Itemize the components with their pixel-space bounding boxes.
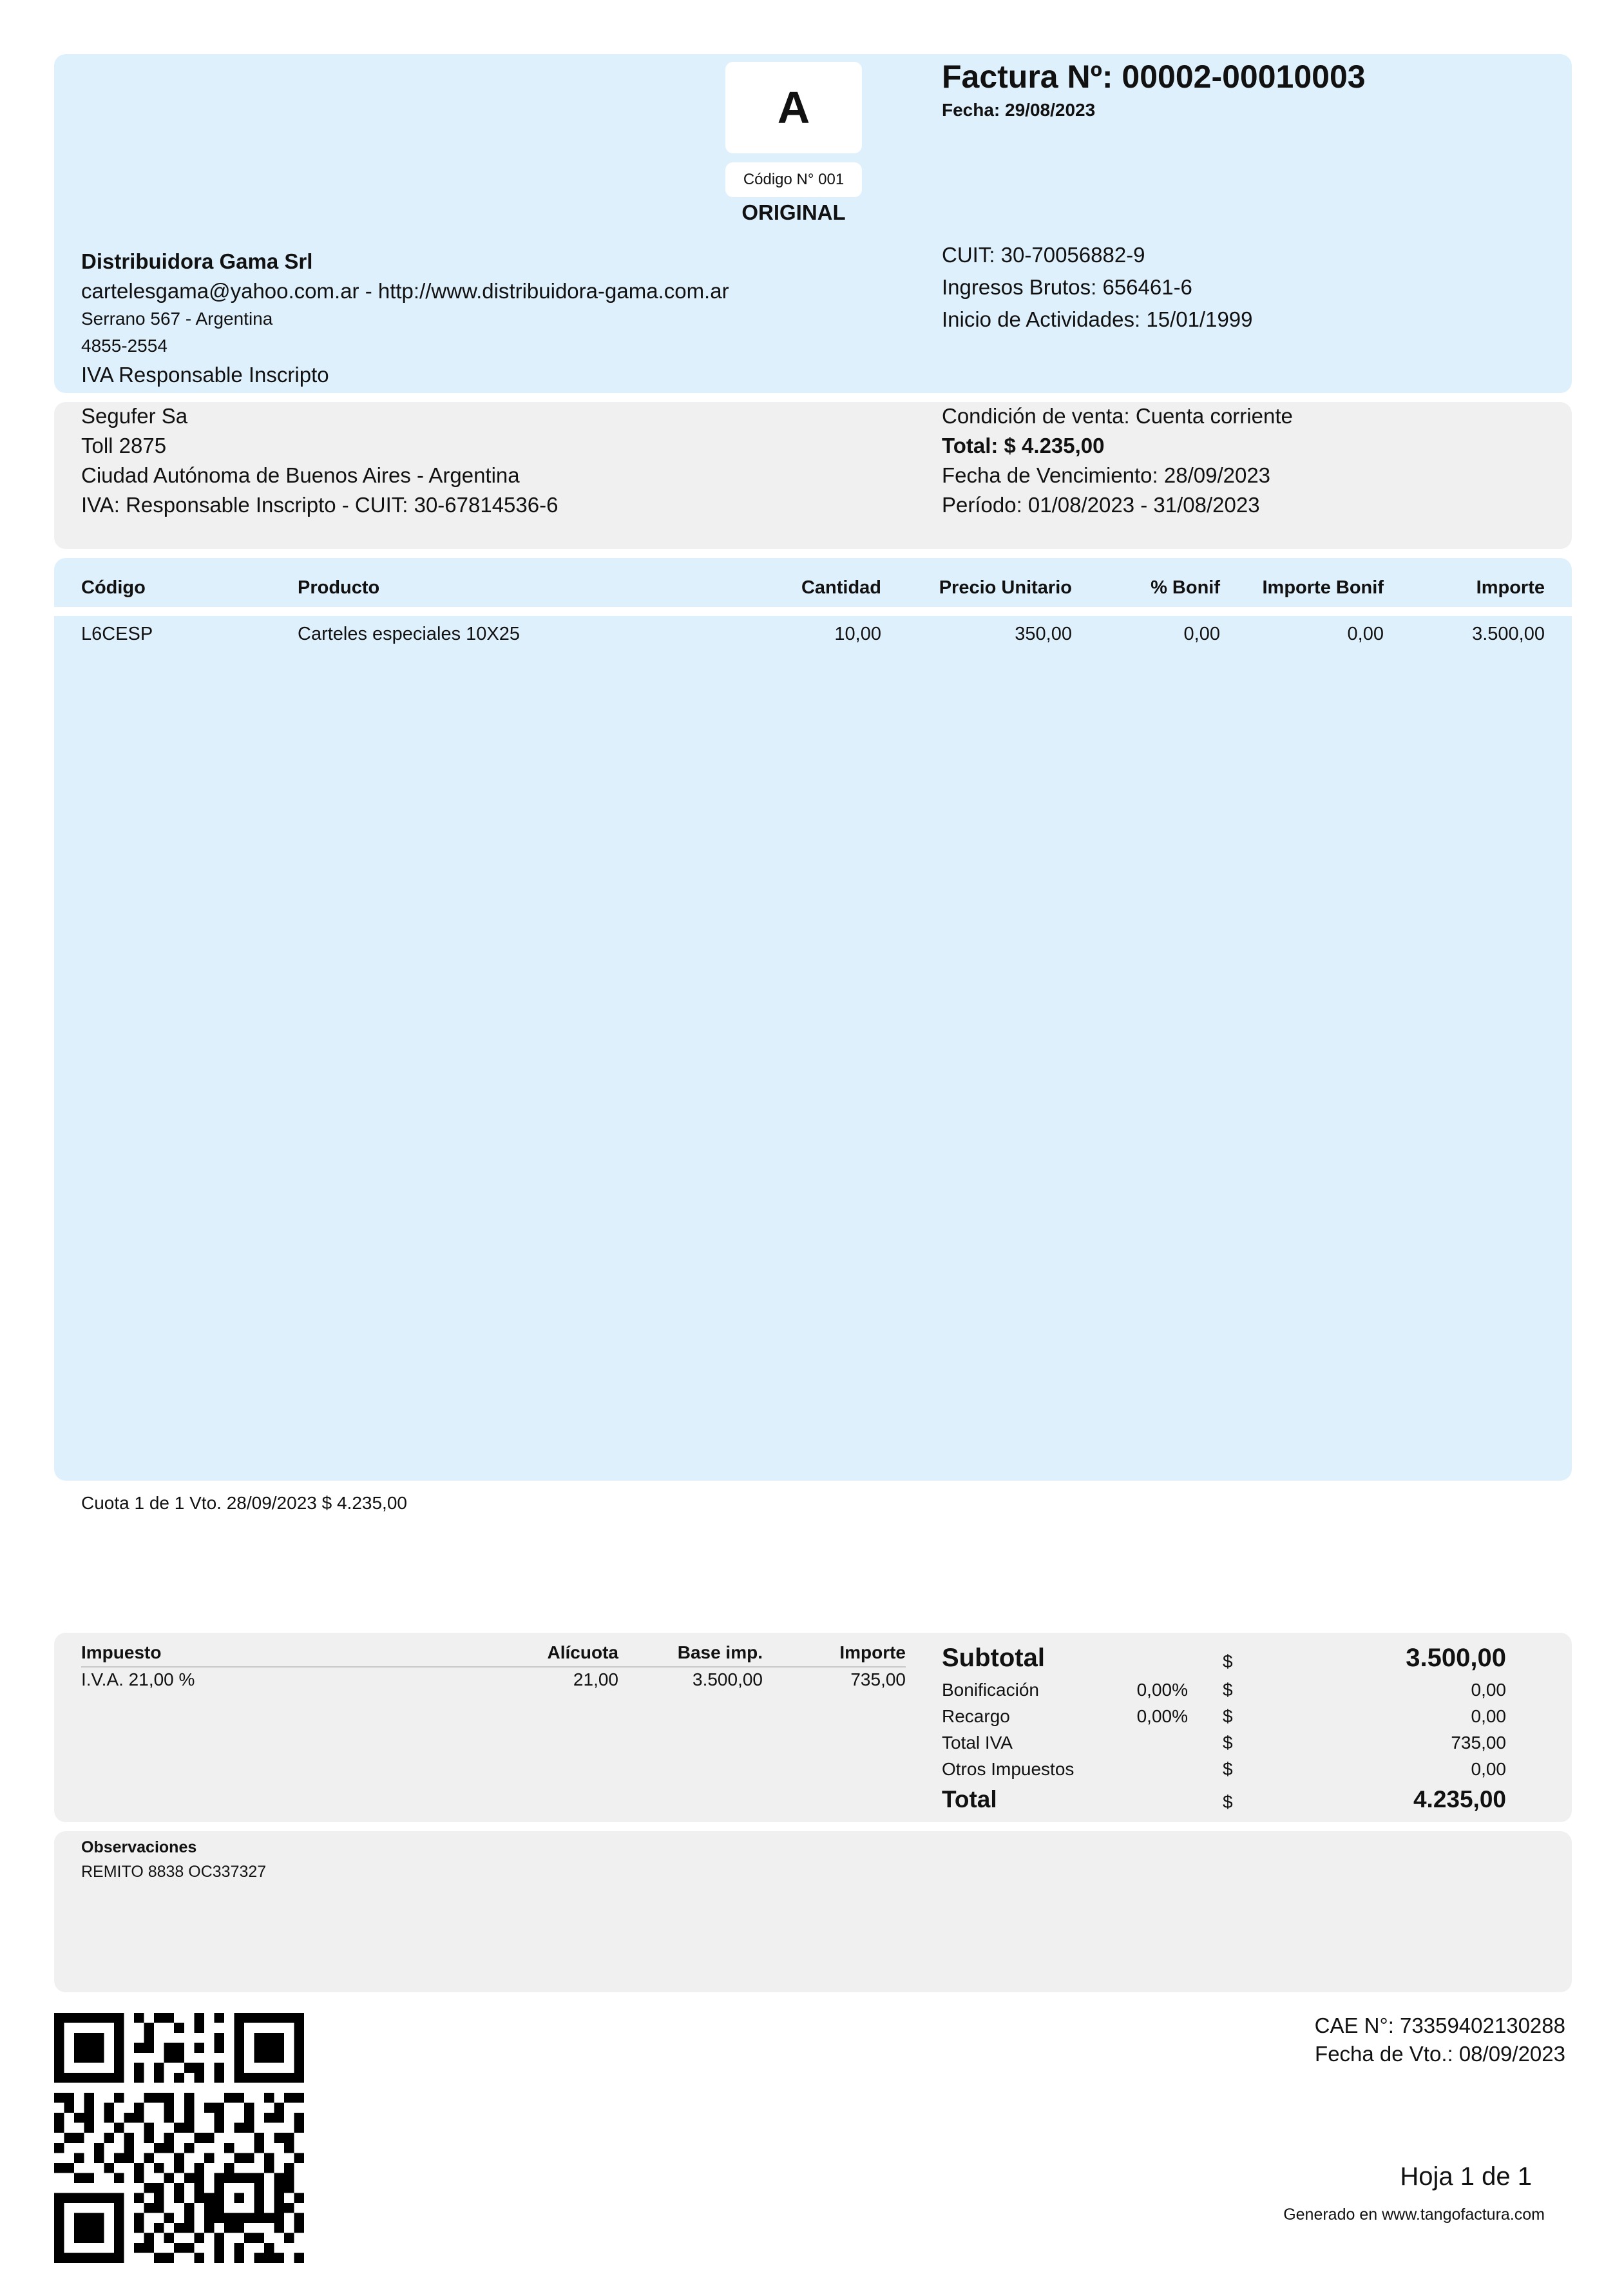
invoice-date: Fecha: 29/08/2023: [942, 100, 1096, 120]
issuer-start-date: Inicio de Actividades: 15/01/1999: [942, 307, 1253, 331]
bonificacion-value: 0,00: [1471, 1680, 1506, 1700]
cell-producto: Carteles especiales 10X25: [298, 624, 520, 644]
client-street: Toll 2875: [81, 434, 167, 457]
total-iva-label: Total IVA: [942, 1733, 1013, 1753]
bonificacion-label: Bonificación: [942, 1680, 1039, 1700]
tax-cell-importe: 735,00: [850, 1669, 906, 1689]
total-iva-value: 735,00: [1451, 1733, 1506, 1753]
tax-header-base: Base imp.: [677, 1642, 763, 1662]
installment-note: Cuota 1 de 1 Vto. 28/09/2023 $ 4.235,00: [81, 1493, 407, 1513]
due-date: Fecha de Vencimiento: 28/09/2023: [942, 463, 1271, 487]
issuer-iva: IVA Responsable Inscripto: [81, 363, 329, 387]
subtotal-currency: $: [1223, 1651, 1233, 1671]
billing-period: Período: 01/08/2023 - 31/08/2023: [942, 493, 1260, 517]
col-header-codigo: Código: [81, 577, 146, 598]
col-header-precio: Precio Unitario: [939, 577, 1072, 598]
generated-by: Generado en www.tangofactura.com: [1283, 2206, 1545, 2224]
observations-panel: [54, 1831, 1572, 1992]
tax-cell-base: 3.500,00: [693, 1669, 763, 1689]
tax-cell-impuesto: I.V.A. 21,00 %: [81, 1669, 195, 1689]
qr-code: [54, 2013, 304, 2263]
total-currency: $: [1223, 1792, 1233, 1812]
recargo-label: Recargo: [942, 1706, 1010, 1726]
issuer-address: Serrano 567 - Argentina: [81, 309, 273, 329]
cell-importe: 3.500,00: [1472, 624, 1545, 644]
items-panel: [54, 558, 1572, 1481]
client-iva: IVA: Responsable Inscripto - CUIT: 30-67814536-6: [81, 493, 559, 517]
cell-precio: 350,00: [1015, 624, 1072, 644]
issuer-cuit: CUIT: 30-70056882-9: [942, 243, 1145, 267]
tax-cell-alicuota: 21,00: [573, 1669, 618, 1689]
subtotal-label: Subtotal: [942, 1644, 1045, 1672]
cell-cantidad: 10,00: [834, 624, 881, 644]
otros-impuestos-label: Otros Impuestos: [942, 1759, 1075, 1779]
observations-text: REMITO 8838 OC337327: [81, 1863, 267, 1881]
recargo-currency: $: [1223, 1706, 1233, 1726]
subtotal-value: 3.500,00: [1406, 1644, 1506, 1672]
sale-condition: Condición de venta: Cuenta corriente: [942, 404, 1293, 428]
issuer-iibb: Ingresos Brutos: 656461-6: [942, 275, 1192, 299]
cae-due-date: Fecha de Vto.: 08/09/2023: [1315, 2042, 1565, 2066]
otros-impuestos-value: 0,00: [1471, 1759, 1506, 1779]
invoice-type-code: Código N° 001: [725, 162, 862, 197]
bonificacion-currency: $: [1223, 1680, 1233, 1700]
bonificacion-pct: 0,00%: [1136, 1680, 1188, 1700]
observations-title: Observaciones: [81, 1838, 197, 1856]
copy-label: ORIGINAL: [741, 200, 846, 224]
col-header-importe: Importe: [1476, 577, 1545, 598]
col-header-bonif-importe: Importe Bonif: [1262, 577, 1384, 598]
issuer-name: Distribuidora Gama Srl: [81, 249, 313, 273]
invoice-title: Factura Nº: 00002-00010003: [942, 59, 1366, 95]
page-number: Hoja 1 de 1: [1400, 2162, 1532, 2191]
client-name: Segufer Sa: [81, 404, 188, 428]
issuer-contact: cartelesgama@yahoo.com.ar - http://www.distribuidora-gama.com.ar: [81, 279, 729, 303]
cae-number: CAE N°: 73359402130288: [1314, 2014, 1565, 2037]
recargo-pct: 0,00%: [1136, 1706, 1188, 1726]
col-header-producto: Producto: [298, 577, 380, 598]
tax-header-alicuota: Alícuota: [547, 1642, 618, 1662]
invoice-type-letter: A: [725, 62, 862, 153]
recargo-value: 0,00: [1471, 1706, 1506, 1726]
col-header-bonif-pct: % Bonif: [1151, 577, 1220, 598]
cell-bonif-pct: 0,00: [1183, 624, 1220, 644]
header-separator: [54, 607, 1572, 616]
tax-header-impuesto: Impuesto: [81, 1642, 162, 1662]
total-value: 4.235,00: [1413, 1786, 1506, 1812]
col-header-cantidad: Cantidad: [801, 577, 881, 598]
cell-codigo: L6CESP: [81, 624, 153, 644]
issuer-phone: 4855-2554: [81, 336, 167, 356]
tax-header-importe: Importe: [839, 1642, 906, 1662]
otros-impuestos-currency: $: [1223, 1759, 1233, 1779]
client-total: Total: $ 4.235,00: [942, 434, 1105, 457]
total-iva-currency: $: [1223, 1733, 1233, 1753]
cell-bonif-importe: 0,00: [1347, 624, 1384, 644]
total-label: Total: [942, 1786, 997, 1812]
client-city: Ciudad Autónoma de Buenos Aires - Argentina: [81, 463, 520, 487]
